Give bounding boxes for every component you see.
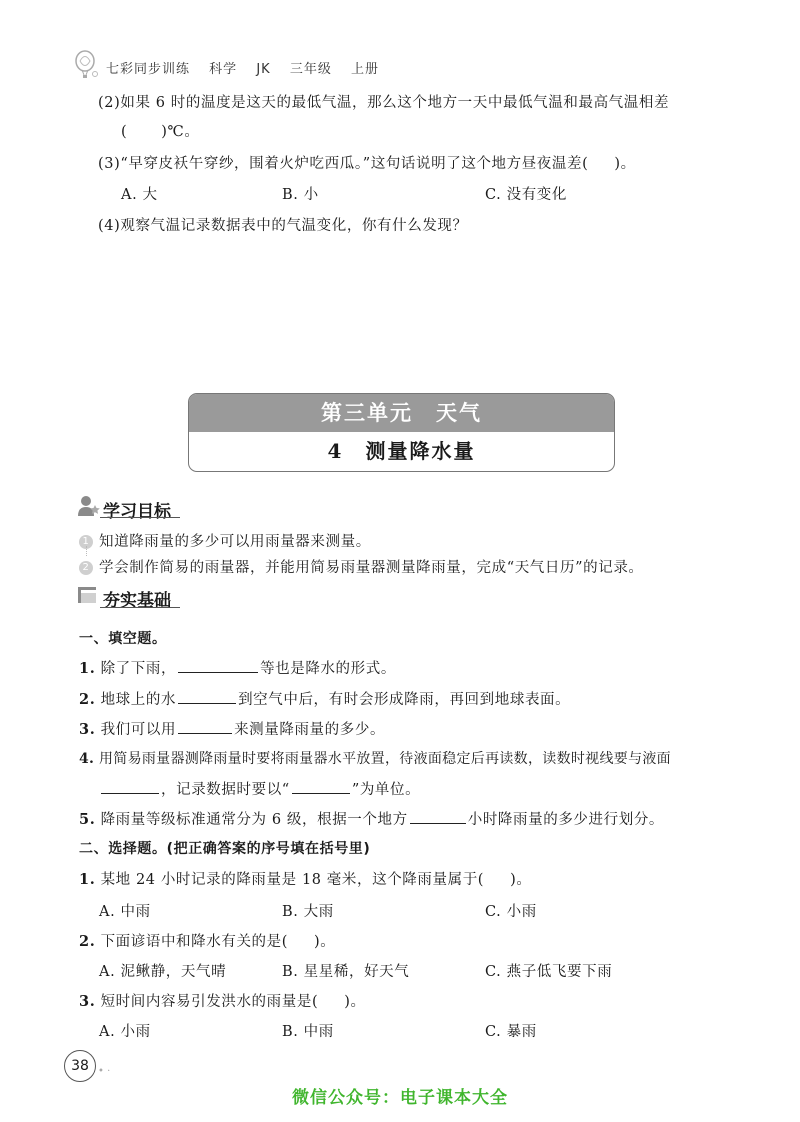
page-header	[106, 58, 393, 77]
prev-q4: (4)观察气温记录数据表中的气温变化，你有什么发现？	[98, 218, 468, 234]
fill-q4-blank-2[interactable]	[292, 792, 350, 794]
header-series: 七彩同步训练	[106, 62, 191, 77]
choice-q2-option-b: B. 星星稀，好天气	[282, 964, 410, 980]
choice-q1-option-a: A. 中雨	[99, 904, 151, 920]
fill-q4-line1: 4. 用简易雨量器测降雨量时要将雨量器水平放置，待液面稳定后再读数，读数时视线要与液面	[79, 751, 671, 767]
header-edition: JK	[256, 62, 271, 77]
fill-q2-blank[interactable]	[178, 702, 236, 704]
learning-goals-underline	[100, 517, 180, 518]
choice-q1-option-b: B. 大雨	[282, 904, 334, 920]
header-subject: 科学	[209, 62, 238, 77]
fill-q1: 1. 除了下雨， 等也是降水的形式。	[79, 660, 396, 677]
prev-q3-option-c: C. 没有变化	[485, 187, 567, 203]
prev-q2-line1: (2)如果 6 时的温度是这天的最低气温，那么这个地方一天中最低气温和最高气温相差	[98, 95, 670, 111]
fill-q4-blank-1[interactable]	[101, 792, 159, 794]
goal-connector	[86, 546, 87, 556]
page-number: 38	[64, 1050, 96, 1082]
prev-q3-option-b: B. 小	[282, 187, 319, 203]
fill-q1-blank[interactable]	[178, 671, 258, 673]
choice-q3-option-a: A. 小雨	[99, 1024, 151, 1040]
choice-q2-option-a: A. 泥鳅静，天气晴	[99, 964, 227, 980]
fill-heading: 一、填空题。	[79, 631, 167, 647]
choice-q2-option-c: C. 燕子低飞要下雨	[485, 964, 613, 980]
balloon-logo-icon	[74, 50, 100, 84]
choice-q3-option-c: C. 暴雨	[485, 1024, 537, 1040]
choice-q3: 3. 短时间内容易引发洪水的雨量是( )。	[79, 993, 366, 1010]
fill-q4-line2: ，记录数据时要以“ ”为单位。	[99, 778, 420, 799]
fill-q3: 3. 我们可以用 来测量降雨量的多少。	[79, 721, 386, 738]
header-volume: 上册	[350, 62, 379, 77]
learning-goals-title: 学习目标	[103, 502, 171, 522]
lesson-title: 4 测量降水量	[327, 439, 476, 463]
fill-q3-blank[interactable]	[178, 732, 232, 734]
learning-goals-icon	[77, 495, 101, 521]
choice-q1-option-c: C. 小雨	[485, 904, 537, 920]
choice-q1: 1. 某地 24 小时记录的降雨量是 18 毫米，这个降雨量属于( )。	[79, 871, 532, 888]
fill-q2: 2. 地球上的水 到空气中后，有时会形成降雨，再回到地球表面。	[79, 691, 571, 708]
header-grade: 三年级	[289, 62, 332, 77]
fill-q5: 5. 降雨量等级标准通常分为 6 级，根据一个地方 小时降雨量的多少进行划分。	[79, 811, 665, 828]
unit-title: 第三单元 天气	[189, 394, 614, 432]
choice-q3-option-b: B. 中雨	[282, 1024, 334, 1040]
goal-item-1: 1 知道降雨量的多少可以用雨量器来测量。	[79, 530, 371, 551]
choice-q2: 2. 下面谚语中和降水有关的是( )。	[79, 933, 336, 950]
page-number-dots-icon: • ·	[98, 1066, 111, 1077]
prev-q2-line2: ( )℃。	[121, 124, 200, 140]
basics-title: 夯实基础	[103, 591, 171, 611]
prev-q3-option-a: A. 大	[121, 187, 158, 203]
basics-underline	[100, 607, 180, 608]
fill-q5-blank[interactable]	[410, 822, 466, 824]
basics-icon	[77, 585, 99, 609]
goal-item-2: 2 学会制作简易的雨量器，并能用简易雨量器测量降雨量，完成“天气日历”的记录。	[79, 556, 644, 577]
unit-title-box	[188, 393, 615, 472]
footer-watermark: 微信公众号：电子课本大全	[292, 1088, 508, 1108]
choice-heading: 二、选择题。(把正确答案的序号填在括号里)	[79, 841, 371, 857]
prev-q3: (3)“早穿皮袄午穿纱，围着火炉吃西瓜。”这句话说明了这个地方昼夜温差( )。	[98, 156, 636, 172]
